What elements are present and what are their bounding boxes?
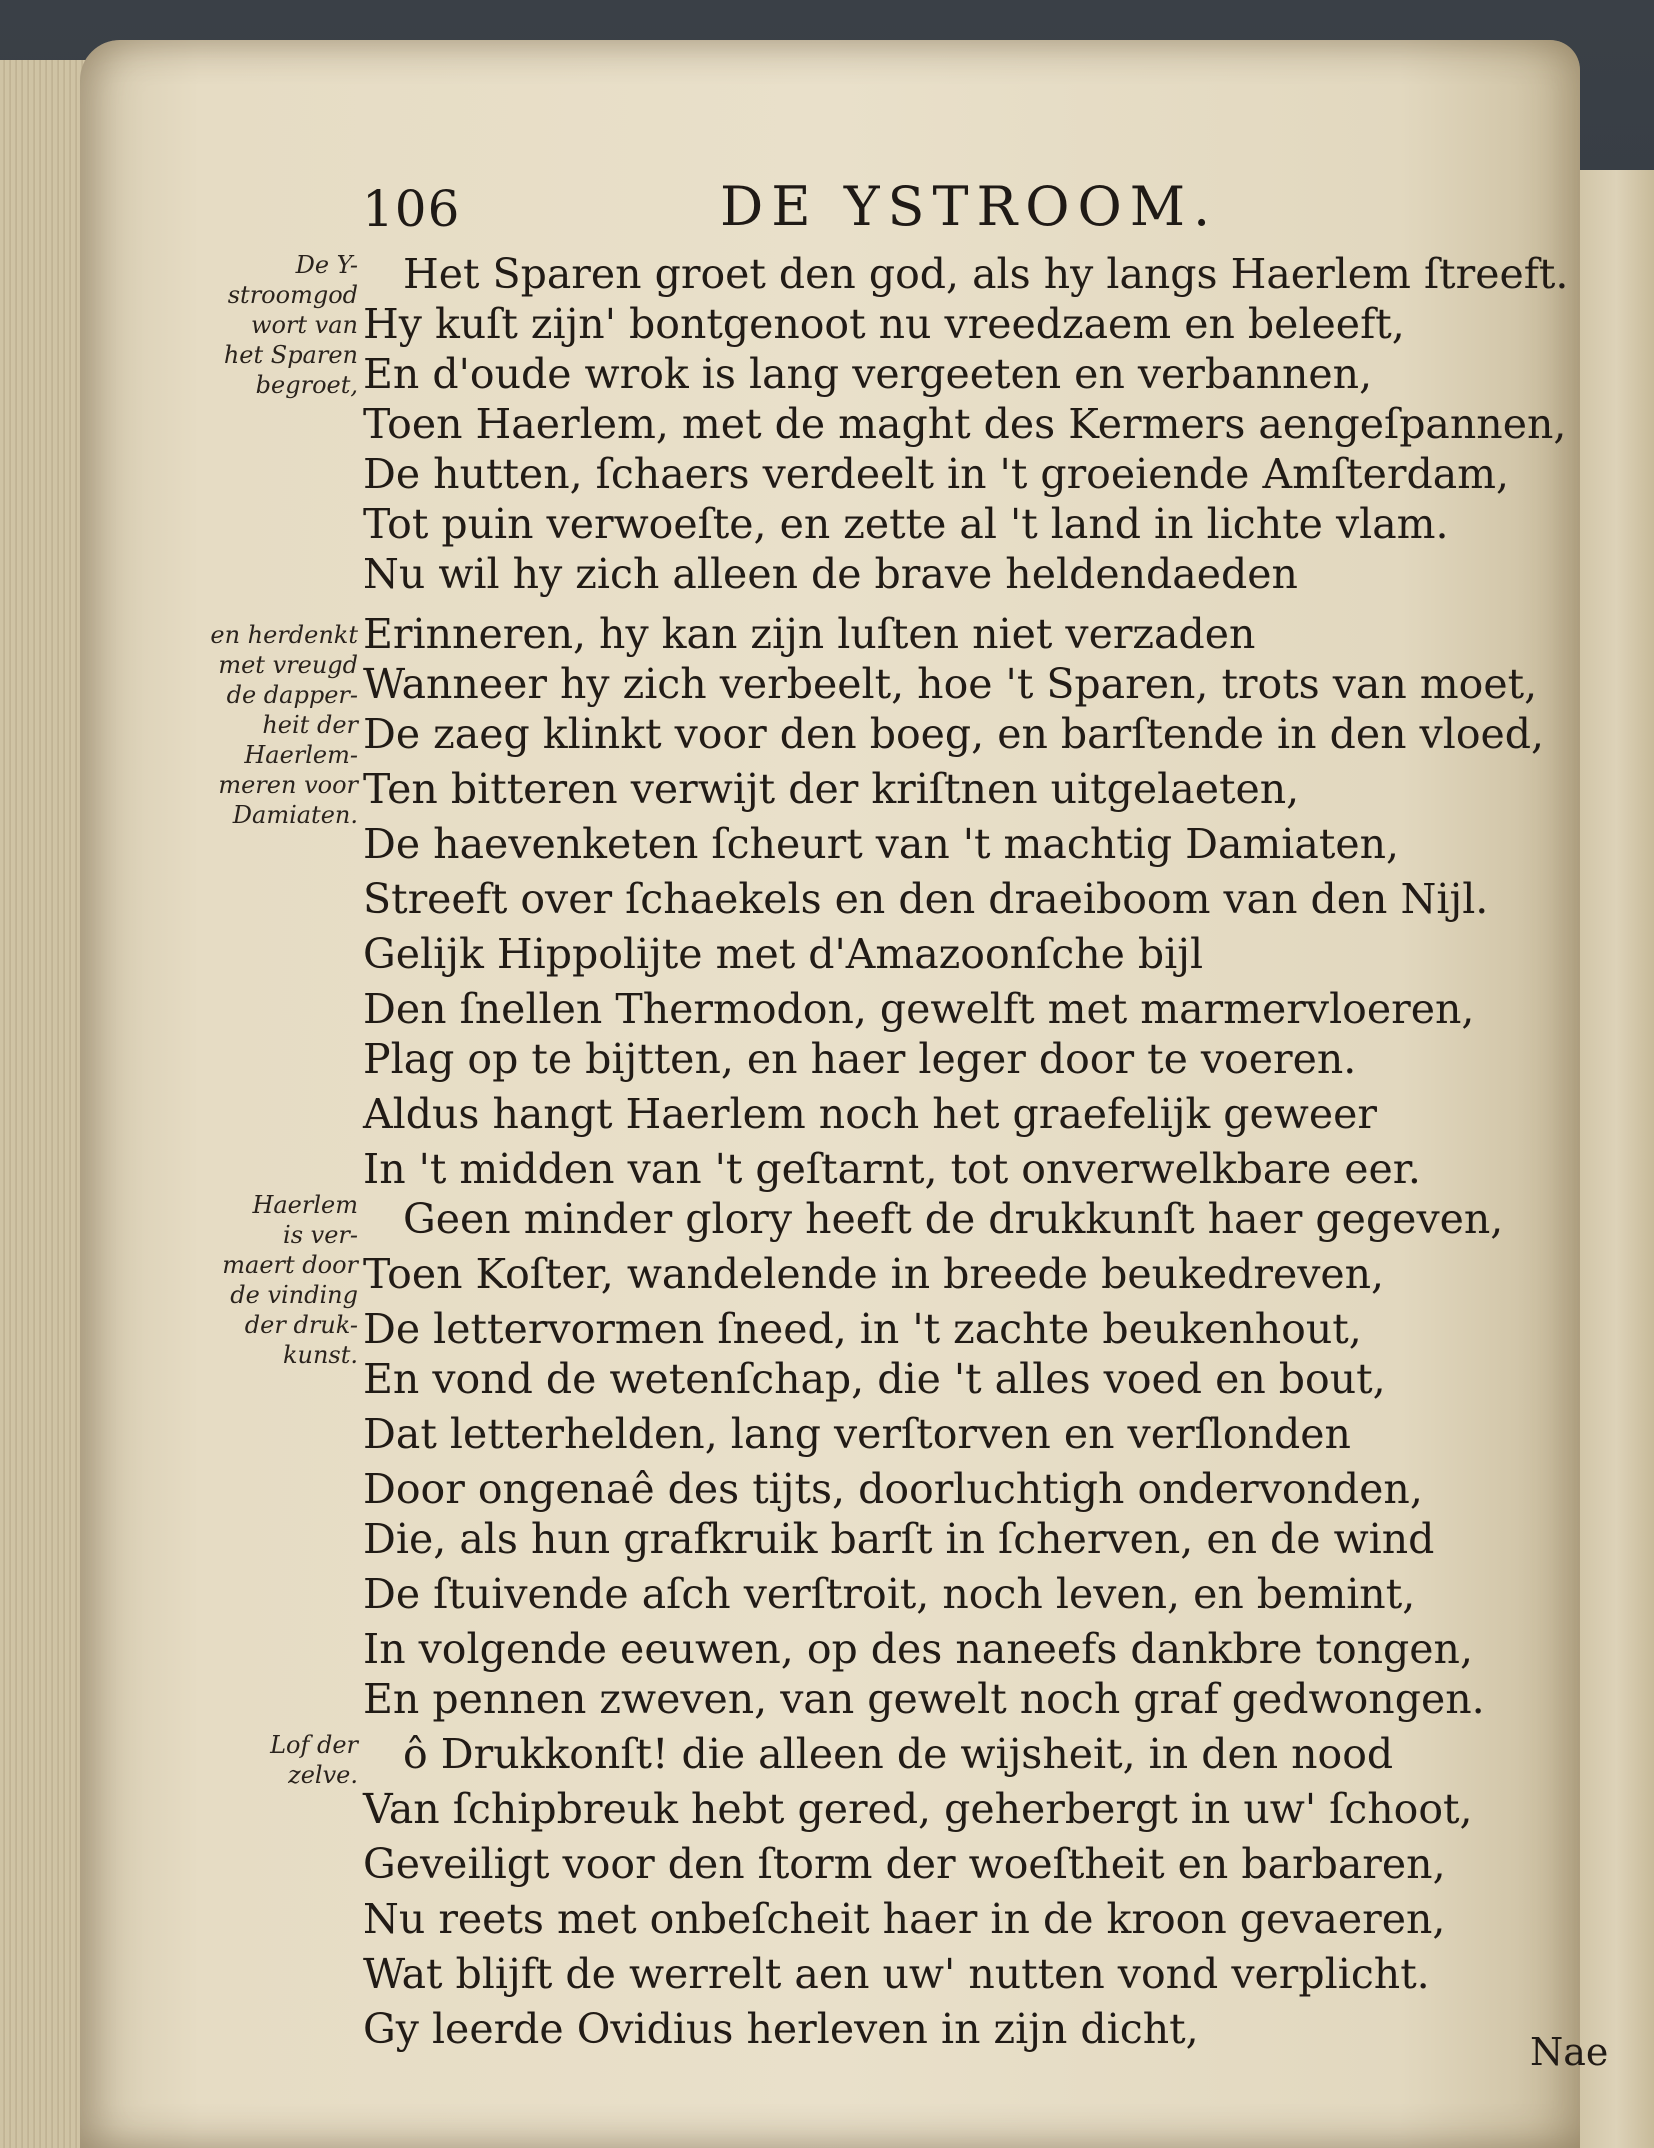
running-title: DE YSTROOM.	[720, 175, 1219, 238]
verse-line: Erinneren, hy kan zijn luſten niet verzaden	[363, 610, 1256, 658]
verse-line: Geen minder glory heeft de drukkunſt haer gegeven,	[403, 1195, 1504, 1243]
verse-line: De ſtuivende aſch verſtroit, noch leven, en bemint,	[363, 1570, 1416, 1618]
verse-line: Toen Haerlem, met de maght des Kermers aengeſpannen,	[363, 400, 1567, 448]
verse-line: Het Sparen groet den god, als hy langs Haerlem ſtreeft.	[403, 250, 1569, 298]
verse-line: Geveiligt voor den ſtorm der woeſtheit en barbaren,	[363, 1840, 1446, 1888]
verse-line: Aldus hangt Haerlem noch het graefelijk geweer	[363, 1090, 1378, 1138]
page-number: 106	[362, 180, 461, 238]
verse-line: ô Drukkonſt! die alleen de wijsheit, in den nood	[403, 1730, 1394, 1778]
verse-line: Ten bitteren verwijt der kriſtnen uitgelaeten,	[363, 765, 1300, 813]
margin-note: De Y- stroomgod wort van het Sparen begroet,	[223, 251, 358, 399]
verse-line: Streeft over ſchaekels en den draeiboom van den Nijl.	[363, 875, 1489, 923]
catchword: Nae	[1530, 2030, 1609, 2074]
verse-line: De hutten, ſchaers verdeelt in 't groeiende Amſterdam,	[363, 450, 1510, 498]
verse-line: Tot puin verwoeſte, en zette al 't land in lichte vlam.	[363, 500, 1449, 548]
verse-line: Toen Koſter, wandelende in breede beukedreven,	[363, 1250, 1385, 1298]
page-header	[0, 0, 1654, 260]
verse-line: Nu wil hy zich alleen de brave heldendaeden	[363, 550, 1298, 598]
verse-line: En vond de wetenſchap, die 't alles voed en bout,	[363, 1355, 1386, 1403]
verse-line: Van ſchipbreuk hebt gered, geherbergt in uw' ſchoot,	[363, 1785, 1473, 1833]
verse-line: In volgende eeuwen, op des naneefs dankbre tongen,	[363, 1625, 1473, 1673]
verse-line: Dat letterhelden, lang verſtorven en verſlonden	[363, 1410, 1351, 1458]
verse-line: Nu reets met onbeſcheit haer in de kroon gevaeren,	[363, 1895, 1446, 1943]
verse-line: Door ongenaê des tijts, doorluchtigh ondervonden,	[363, 1465, 1423, 1513]
verse-line: De lettervormen ſneed, in 't zachte beukenhout,	[363, 1305, 1362, 1353]
verse-line: Wanneer hy zich verbeelt, hoe 't Sparen, trots van moet,	[363, 660, 1538, 708]
verse-line: Gelijk Hippolijte met d'Amazoonſche bijl	[363, 930, 1204, 978]
verse-line: En d'oude wrok is lang vergeeten en verbannen,	[363, 350, 1373, 398]
verse-line: Den ſnellen Thermodon, gewelft met marmervloeren,	[363, 985, 1475, 1033]
verse-line: En pennen zweven, van gewelt noch graf gedwongen.	[363, 1675, 1485, 1723]
verse-line: Plag op te bijtten, en haer leger door te voeren.	[363, 1035, 1357, 1083]
verse-line: Die, als hun grafkruik barſt in ſcherven, en de wind	[363, 1515, 1435, 1563]
verse-line: De haevenketen ſcheurt van 't machtig Damiaten,	[363, 820, 1400, 868]
margin-note: Haerlem is ver- maert door de vinding der druk- kunst.	[222, 1191, 358, 1369]
margin-note: Lof der zelve.	[270, 1731, 358, 1789]
margin-note: en herdenkt met vreugd de dapper- heit der Haerlem- meren voor Damiaten.	[210, 621, 358, 829]
verse-line: In 't midden van 't geſtarnt, tot onverwelkbare eer.	[363, 1145, 1421, 1193]
verse-line: Wat blijft de werrelt aen uw' nutten vond verplicht.	[363, 1950, 1430, 1998]
verse-line: Gy leerde Ovidius herleven in zijn dicht,	[363, 2005, 1199, 2053]
verse-line: De zaeg klinkt voor den boeg, en barſtende in den vloed,	[363, 710, 1545, 758]
verse-line: Hy kuſt zijn' bontgenoot nu vreedzaem en beleeft,	[363, 300, 1405, 348]
